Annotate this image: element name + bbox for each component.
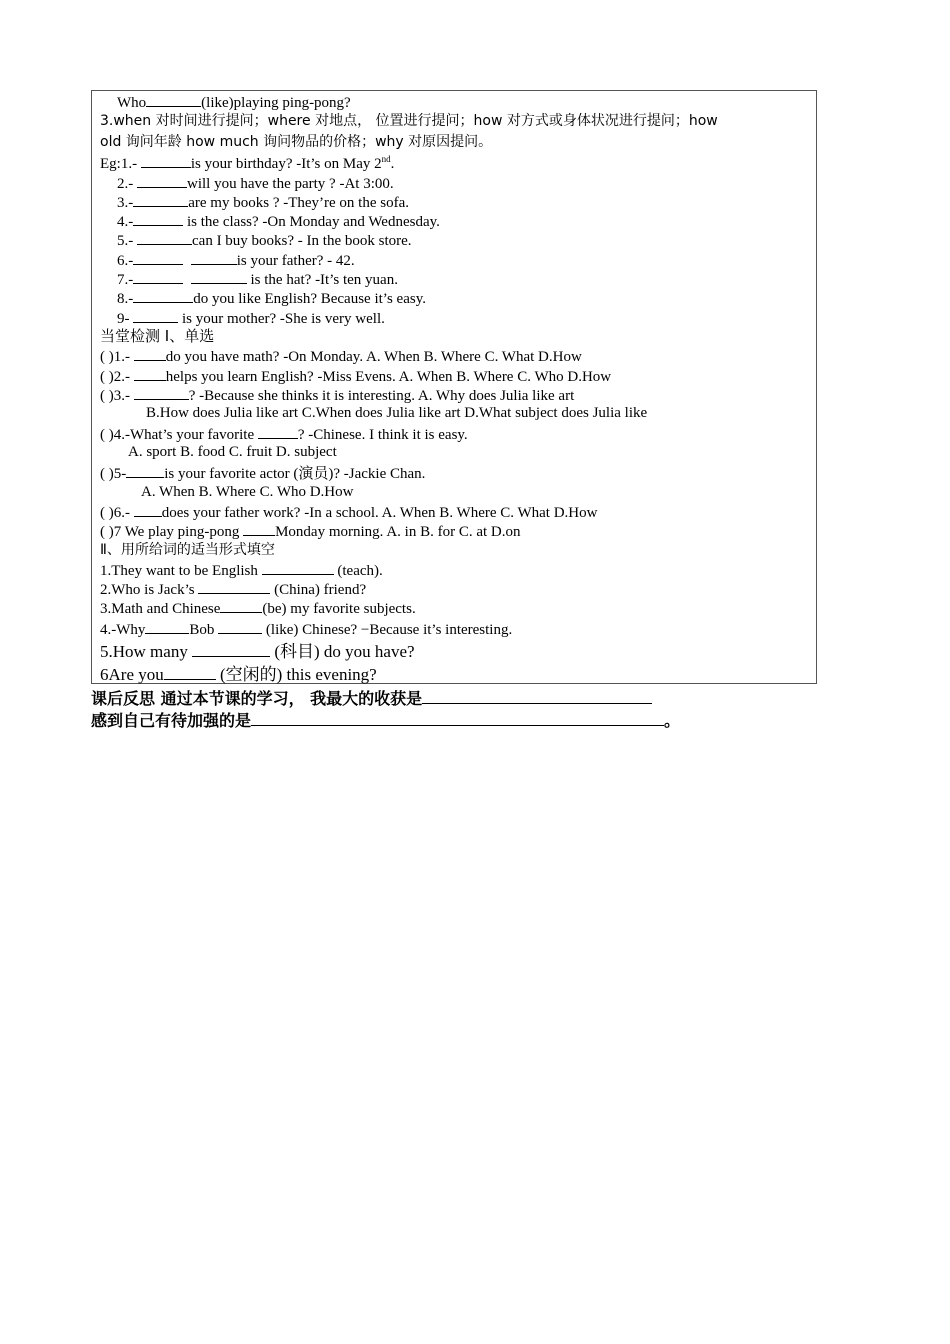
fill-item-5 <box>100 640 415 662</box>
blank[interactable] <box>164 663 216 680</box>
answer-paren: ( )4.-What’s your favorite <box>100 427 258 443</box>
example-num: 7.- <box>117 272 134 288</box>
blank[interactable] <box>134 366 166 381</box>
item-text: 6Are you <box>100 665 164 684</box>
item-text: 5.How many <box>100 642 193 661</box>
blank[interactable] <box>137 173 187 188</box>
rule-line-2: old 询问年龄 how much 询问物品的价格；why 对原因提问。 <box>100 134 493 150</box>
answer-paren: ( )1.- <box>100 349 134 365</box>
blank[interactable] <box>133 192 188 207</box>
blank[interactable] <box>243 521 275 536</box>
answer-paren: ( )6.- <box>100 505 134 521</box>
question-text: do you have math? -On Monday. A. When B. Where C. What D.How <box>165 349 582 365</box>
quiz-q2 <box>100 366 611 386</box>
blank[interactable] <box>218 619 262 634</box>
quiz-q3-options: B.How does Julia like art C.When does Julia like art D.What subject does Julia like <box>146 405 648 421</box>
blank[interactable] <box>133 288 193 303</box>
superscript: nd <box>381 154 391 164</box>
quiz-q6 <box>100 502 597 522</box>
blank[interactable] <box>192 640 270 657</box>
blank[interactable] <box>198 579 270 594</box>
who-line-start: Who <box>117 95 147 111</box>
blank[interactable] <box>145 619 189 634</box>
quiz-q7 <box>100 521 520 541</box>
item-text: (teach). <box>333 563 383 579</box>
question-text: does your father work? -In a school. A. When B. Where C. What D.How <box>161 505 598 521</box>
quiz-q1 <box>100 346 582 366</box>
example-2 <box>117 173 394 193</box>
blank[interactable] <box>133 269 183 284</box>
example-text: is your mother? -She is very well. <box>178 311 385 327</box>
blank[interactable] <box>137 230 192 245</box>
reflection-answer-blank[interactable] <box>299 708 664 726</box>
example-text: is the hat? -It’s ten yuan. <box>246 272 398 288</box>
example-num: 9- <box>117 311 134 327</box>
blank[interactable] <box>134 385 189 400</box>
blank[interactable] <box>133 308 178 323</box>
example-num: 3.- <box>117 195 134 211</box>
reflection-end-mark: 。 <box>664 711 681 730</box>
example-4 <box>117 211 440 231</box>
item-text: (科目) do you have? <box>270 642 415 661</box>
fill-item-1 <box>100 560 383 580</box>
question-text: ? -Because she thinks it is interesting. A. Why does Julia like art <box>188 388 575 404</box>
reflection-prompt: 课后反思 通过本节课的学习， 我最大的收获是 <box>91 689 423 708</box>
example-6 <box>117 250 355 270</box>
blank[interactable] <box>220 598 262 613</box>
item-text: (China) friend? <box>270 582 367 598</box>
blank[interactable] <box>191 250 237 265</box>
rule-line-1: 3.when 对时间进行提问；where 对地点， 位置进行提问；how 对方式或身体状况进行提问；how <box>100 113 718 129</box>
item-text: 4.-Why <box>100 622 146 638</box>
fill-item-4 <box>100 619 512 639</box>
blank[interactable] <box>134 346 166 361</box>
quiz-q5-options: A. When B. Where C. Who D.How <box>141 484 354 500</box>
question-text: ? -Chinese. I think it is easy. <box>297 427 468 443</box>
item-text: Bob <box>189 622 219 638</box>
example-1 <box>100 153 394 173</box>
example-num: 8.- <box>117 291 134 307</box>
example-3 <box>117 192 409 212</box>
example-text: do you like English? Because it’s easy. <box>193 291 426 307</box>
blank[interactable] <box>126 463 164 478</box>
item-text: (like) Chinese? −Because it’s interesting. <box>262 622 513 638</box>
reflection-answer-blank[interactable] <box>422 686 652 704</box>
reflection-prompt: 感到自己有待加强的是 <box>91 711 252 730</box>
quiz-heading: 当堂检测 Ⅰ、单选 <box>100 327 215 345</box>
reflection-answer-blank[interactable] <box>251 708 299 726</box>
example-num: Eg:1.- <box>100 156 141 172</box>
example-text: will you have the party ? -At 3:00. <box>187 176 394 192</box>
blank[interactable] <box>134 502 162 517</box>
blank[interactable] <box>146 92 201 107</box>
example-text: can I buy books? - In the book store. <box>192 233 412 249</box>
blank[interactable] <box>258 424 298 439</box>
example-text: is the class? -On Monday and Wednesday. <box>183 214 440 230</box>
who-line-end: (like)playing ping-pong? <box>201 95 351 111</box>
period: . <box>390 156 395 172</box>
example-num: 5.- <box>117 233 137 249</box>
fill-item-3 <box>100 598 416 618</box>
example-num: 2.- <box>117 176 137 192</box>
blank[interactable] <box>133 250 183 265</box>
item-text: (be) my favorite subjects. <box>262 601 416 617</box>
example-text: is your birthday? -It’s on May 2 <box>190 156 382 172</box>
answer-paren: ( )5- <box>100 466 127 482</box>
item-text: 2.Who is Jack’s <box>100 582 199 598</box>
quiz-q4-options: A. sport B. food C. fruit D. subject <box>128 444 337 460</box>
item-text: 3.Math and Chinese <box>100 601 221 617</box>
example-text: is your father? - 42. <box>236 253 355 269</box>
example-8 <box>117 288 426 308</box>
answer-paren: ( )7 We play ping-pong <box>100 524 244 540</box>
item-text: 1.They want to be English <box>100 563 262 579</box>
example-num: 4.- <box>117 214 134 230</box>
reflection-line-1 <box>91 686 652 709</box>
answer-paren: ( )2.- <box>100 369 134 385</box>
fill-heading: Ⅱ、用所给词的适当形式填空 <box>100 542 275 558</box>
quiz-q3 <box>100 385 574 405</box>
fill-item-2 <box>100 579 366 599</box>
fill-item-6 <box>100 663 377 685</box>
blank[interactable] <box>262 560 334 575</box>
reflection-line-2 <box>91 708 680 731</box>
quiz-q4 <box>100 424 468 444</box>
question-text: is your favorite actor (演员)? -Jackie Chan. <box>164 466 426 482</box>
answer-paren: ( )3.- <box>100 388 134 404</box>
example-text: are my books ? -They’re on the sofa. <box>188 195 410 211</box>
example-5 <box>117 230 412 250</box>
question-text: Monday morning. A. in B. for C. at D.on <box>275 524 521 540</box>
example-7 <box>117 269 398 289</box>
blank[interactable] <box>141 153 191 168</box>
blank[interactable] <box>133 211 183 226</box>
example-9 <box>117 308 385 328</box>
example-num: 6.- <box>117 253 134 269</box>
quiz-q5 <box>100 463 425 483</box>
question-text: helps you learn English? -Miss Evens. A. When B. Where C. Who D.How <box>165 369 612 385</box>
blank[interactable] <box>191 269 247 284</box>
item-text: (空闲的) this evening? <box>215 665 377 684</box>
who-line <box>117 92 351 112</box>
